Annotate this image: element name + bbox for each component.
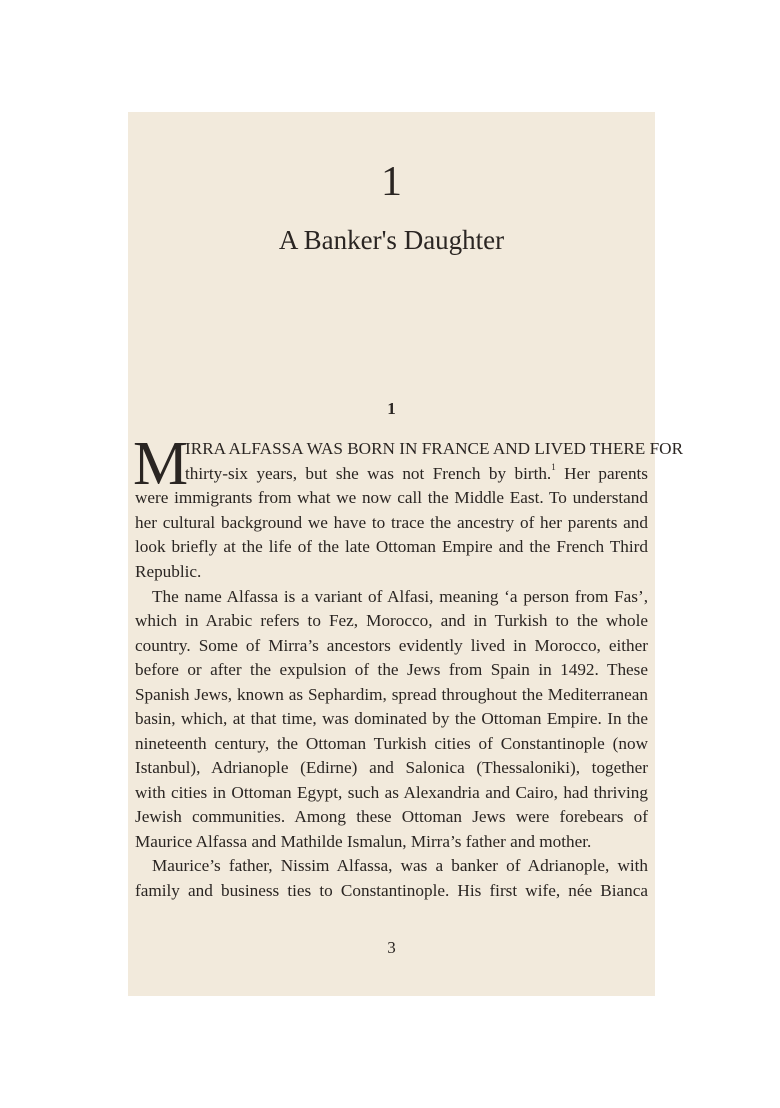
text-line: The name Alfassa is a variant of Alfasi, meaning ‘a person from Fas’, (152, 587, 648, 606)
text-line: country. Some of Mirra’s ancestors evidently lived in Morocco, either (135, 636, 648, 655)
text-line: look briefly at the life of the late Ottoman Empire and the French Third (135, 537, 648, 556)
text-line: Istanbul), Adrianople (Edirne) and Salonica (Thessaloniki), together (135, 758, 648, 777)
book-page (128, 112, 684, 996)
text-line: nineteenth century, the Ottoman Turkish cities of Constantinople (now (135, 734, 648, 753)
text-line: her cultural background we have to trace the ancestry of her parents and (135, 513, 648, 532)
text-line: before or after the expulsion of the Jews from Spain in 1492. These (135, 660, 648, 679)
section-number: 1 (387, 399, 396, 418)
text-line: Republic. (135, 562, 202, 581)
text-line: Maurice Alfassa and Mathilde Ismalun, Mirra’s father and mother. (135, 832, 592, 851)
footnote-marker[interactable]: 1 (551, 462, 556, 472)
text-line: IRRA ALFASSA WAS BORN IN FRANCE AND LIVED THERE FOR (185, 439, 684, 458)
page-number: 3 (387, 938, 396, 957)
text-line: family and business ties to Constantinople. His first wife, née Bianca (135, 881, 648, 900)
text-line: thirty-six years, but she was not French by birth.$^1$ Her parents (185, 462, 648, 483)
text-line: which in Arabic refers to Fez, Morocco, and in Turkish to the whole (135, 611, 648, 630)
chapter-title: A Banker's Daughter (278, 225, 505, 255)
text-line: Maurice’s father, Nissim Alfassa, was a banker of Adrianople, with (152, 856, 648, 875)
text-line: basin, which, at that time, was dominated by the Ottoman Empire. In the (135, 709, 648, 728)
text-line: with cities in Ottoman Egypt, such as Alexandria and Cairo, had thriving (135, 783, 648, 802)
text-line: were immigrants from what we now call the Middle East. To understand (135, 488, 648, 507)
chapter-number: 1 (381, 159, 402, 205)
drop-cap: M (133, 430, 189, 498)
text-line: Jewish communities. Among these Ottoman Jews were forebears of (135, 807, 648, 826)
text-line: Spanish Jews, known as Sephardim, spread throughout the Mediterranean (135, 685, 648, 704)
